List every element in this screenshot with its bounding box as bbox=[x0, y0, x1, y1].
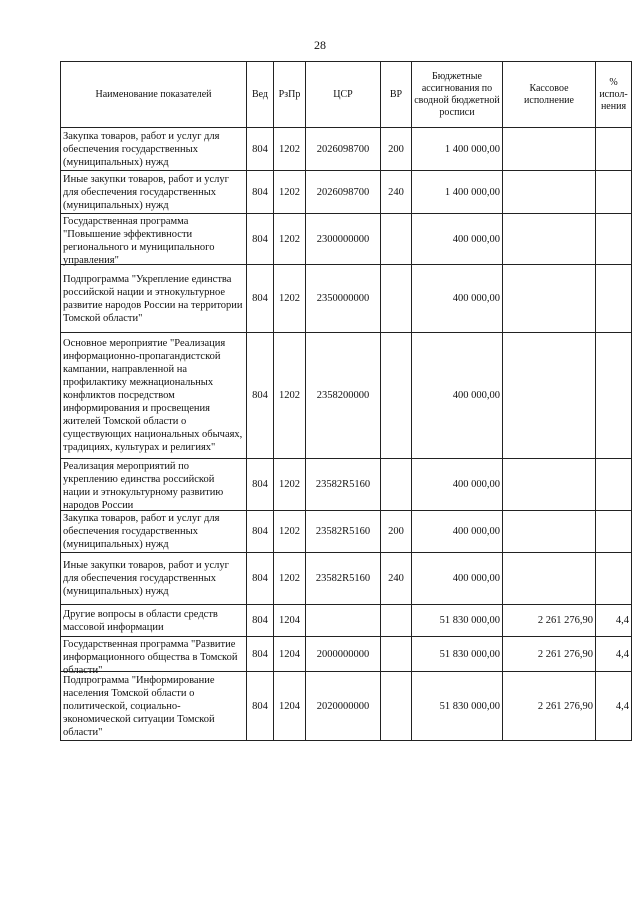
cell-ved: 804 bbox=[247, 637, 274, 672]
cell-ved: 804 bbox=[247, 128, 274, 171]
header-plan: Бюджетные ассигнования по сводной бюджетной росписи bbox=[412, 62, 503, 128]
cell-rzpr: 1202 bbox=[274, 265, 306, 333]
cell-name-text: Закупка товаров, работ и услуг для обеспечения государственных (муниципальных) нужд bbox=[63, 513, 220, 550]
header-rzpr: РзПр bbox=[274, 62, 306, 128]
cell-pct bbox=[596, 265, 632, 333]
cell-name-text: Реализация мероприятий по укреплению единства российской нации и этнокультурному развитию народов России bbox=[63, 461, 224, 511]
cell-ved: 804 bbox=[247, 265, 274, 333]
cell-csr: 23582R5160 bbox=[306, 459, 381, 511]
cell-name-text: Подпрограмма "Укрепление единства российской нации и этнокультурное развитие народов России на территории Томской области" bbox=[63, 273, 243, 324]
cell-plan: 400 000,00 bbox=[412, 265, 503, 333]
cell-name bbox=[61, 605, 247, 637]
cell-csr bbox=[306, 605, 381, 637]
cell-name bbox=[61, 128, 247, 171]
cell-pct: 4,4 bbox=[596, 672, 632, 741]
cell-plan: 51 830 000,00 bbox=[412, 672, 503, 741]
cell-vr bbox=[381, 265, 412, 333]
cell-kass bbox=[503, 333, 596, 459]
cell-plan: 1 400 000,00 bbox=[412, 171, 503, 214]
cell-ved: 804 bbox=[247, 459, 274, 511]
cell-kass bbox=[503, 511, 596, 553]
header-vr: ВР bbox=[381, 62, 412, 128]
cell-name bbox=[61, 672, 247, 741]
cell-plan: 51 830 000,00 bbox=[412, 605, 503, 637]
cell-kass bbox=[503, 265, 596, 333]
cell-rzpr: 1202 bbox=[274, 214, 306, 265]
cell-ved: 804 bbox=[247, 333, 274, 459]
table-row bbox=[61, 333, 632, 459]
table-row bbox=[61, 672, 632, 741]
cell-name bbox=[61, 553, 247, 605]
header-pct: % испол-нения bbox=[596, 62, 632, 128]
cell-vr bbox=[381, 333, 412, 459]
cell-kass bbox=[503, 459, 596, 511]
cell-csr: 23582R5160 bbox=[306, 511, 381, 553]
cell-csr: 2000000000 bbox=[306, 637, 381, 672]
cell-name-text: Закупка товаров, работ и услуг для обеспечения государственных (муниципальных) нужд bbox=[63, 130, 220, 168]
cell-rzpr: 1204 bbox=[274, 672, 306, 741]
cell-ved: 804 bbox=[247, 171, 274, 214]
cell-pct bbox=[596, 459, 632, 511]
cell-rzpr: 1202 bbox=[274, 128, 306, 171]
cell-rzpr: 1202 bbox=[274, 459, 306, 511]
header-ved: Вед bbox=[247, 62, 274, 128]
table-row bbox=[61, 459, 632, 511]
cell-vr: 240 bbox=[381, 553, 412, 605]
cell-vr bbox=[381, 605, 412, 637]
cell-kass: 2 261 276,90 bbox=[503, 672, 596, 741]
cell-csr: 2020000000 bbox=[306, 672, 381, 741]
cell-pct bbox=[596, 553, 632, 605]
cell-name-text: Иные закупки товаров, работ и услуг для обеспечения государственных (муниципальных) нужд bbox=[63, 560, 229, 597]
cell-plan: 51 830 000,00 bbox=[412, 637, 503, 672]
cell-plan: 400 000,00 bbox=[412, 333, 503, 459]
cell-vr bbox=[381, 672, 412, 741]
cell-ved: 804 bbox=[247, 672, 274, 741]
table-row bbox=[61, 214, 632, 265]
cell-rzpr: 1204 bbox=[274, 605, 306, 637]
cell-vr: 200 bbox=[381, 128, 412, 171]
cell-ved: 804 bbox=[247, 214, 274, 265]
cell-csr: 2350000000 bbox=[306, 265, 381, 333]
cell-kass bbox=[503, 128, 596, 171]
cell-pct bbox=[596, 171, 632, 214]
cell-ved: 804 bbox=[247, 511, 274, 553]
cell-csr: 2300000000 bbox=[306, 214, 381, 265]
cell-name bbox=[61, 511, 247, 553]
cell-csr: 23582R5160 bbox=[306, 553, 381, 605]
cell-kass: 2 261 276,90 bbox=[503, 605, 596, 637]
cell-rzpr: 1202 bbox=[274, 171, 306, 214]
cell-plan: 1 400 000,00 bbox=[412, 128, 503, 171]
page-number: 28 bbox=[314, 38, 326, 52]
cell-vr bbox=[381, 459, 412, 511]
cell-pct bbox=[596, 333, 632, 459]
table-body bbox=[61, 128, 632, 741]
budget-table bbox=[60, 61, 632, 741]
cell-kass bbox=[503, 553, 596, 605]
cell-kass: 2 261 276,90 bbox=[503, 637, 596, 672]
cell-pct bbox=[596, 511, 632, 553]
cell-vr bbox=[381, 637, 412, 672]
header-kass: Кассовое исполнение bbox=[503, 62, 596, 128]
cell-rzpr: 1202 bbox=[274, 333, 306, 459]
table-row bbox=[61, 553, 632, 605]
cell-plan: 400 000,00 bbox=[412, 214, 503, 265]
cell-vr: 200 bbox=[381, 511, 412, 553]
cell-name bbox=[61, 265, 247, 333]
cell-csr: 2026098700 bbox=[306, 171, 381, 214]
cell-plan: 400 000,00 bbox=[412, 459, 503, 511]
cell-name-text: Подпрограмма "Информирование населения Томской области о политической, социально-экономической ситуации Томской области" bbox=[63, 674, 215, 738]
cell-pct bbox=[596, 214, 632, 265]
cell-vr: 240 bbox=[381, 171, 412, 214]
header-csr: ЦСР bbox=[306, 62, 381, 128]
header-name: Наименование показателей bbox=[61, 62, 247, 128]
table-row bbox=[61, 128, 632, 171]
cell-pct: 4,4 bbox=[596, 637, 632, 672]
cell-kass bbox=[503, 214, 596, 265]
cell-name-text: Основное мероприятие "Реализация информационно-пропагандистской кампании, направленной на профилактику межнациональных конфликтов посредством информирования и просвещения жителей Томской области о существующих национальных обычаях, традициях, культурах и религиях" bbox=[63, 338, 243, 453]
cell-rzpr: 1202 bbox=[274, 511, 306, 553]
cell-name bbox=[61, 214, 247, 265]
cell-name bbox=[61, 171, 247, 214]
cell-ved: 804 bbox=[247, 553, 274, 605]
cell-pct bbox=[596, 128, 632, 171]
table-row bbox=[61, 511, 632, 553]
table-row bbox=[61, 637, 632, 672]
cell-name bbox=[61, 637, 247, 676]
cell-vr bbox=[381, 214, 412, 265]
cell-name bbox=[61, 333, 247, 459]
cell-name-text: Другие вопросы в области средств массовой информации bbox=[63, 608, 218, 633]
cell-csr: 2026098700 bbox=[306, 128, 381, 171]
table-row bbox=[61, 605, 632, 637]
cell-csr: 2358200000 bbox=[306, 333, 381, 459]
cell-rzpr: 1202 bbox=[274, 553, 306, 605]
cell-kass bbox=[503, 171, 596, 214]
table-header-row bbox=[61, 62, 632, 128]
table-row bbox=[61, 171, 632, 214]
cell-plan: 400 000,00 bbox=[412, 511, 503, 553]
cell-ved: 804 bbox=[247, 605, 274, 637]
table-row bbox=[61, 265, 632, 333]
cell-pct: 4,4 bbox=[596, 605, 632, 637]
cell-rzpr: 1204 bbox=[274, 637, 306, 672]
cell-name-text: Государственная программа "Повышение эффективности регионального и муниципального управления" bbox=[63, 216, 215, 266]
cell-name-text: Иные закупки товаров, работ и услуг для обеспечения государственных (муниципальных) нужд bbox=[63, 173, 229, 211]
cell-plan: 400 000,00 bbox=[412, 553, 503, 605]
cell-name bbox=[61, 459, 247, 511]
cell-name-text: Государственная программа "Развитие информационного общества в Томской области" bbox=[63, 639, 238, 676]
